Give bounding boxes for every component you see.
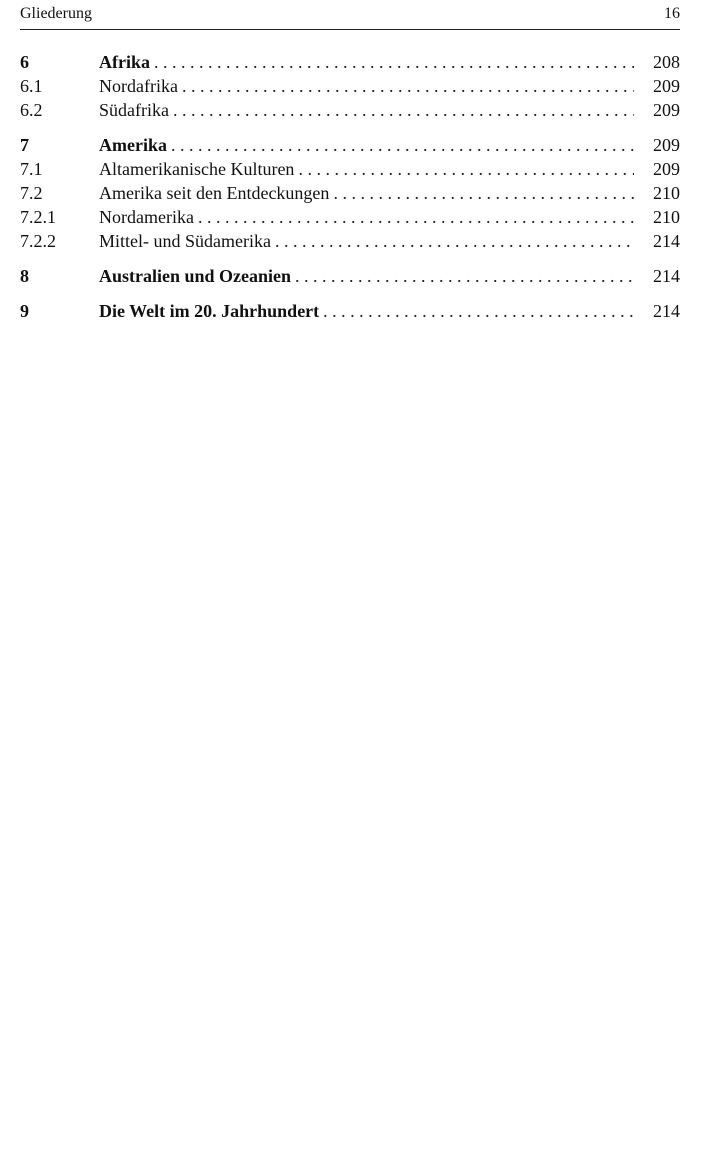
toc-entry-page: 214 bbox=[653, 301, 680, 321]
toc-entry-number: 9 bbox=[20, 301, 29, 321]
dot-leader bbox=[198, 205, 634, 229]
toc-entry-title: Altamerikanische Kulturen bbox=[99, 159, 295, 179]
dot-leader bbox=[171, 133, 634, 157]
toc-entry-6-1 bbox=[20, 74, 680, 98]
toc-entry-title: Mittel- und Südamerika bbox=[99, 231, 271, 251]
dot-leader bbox=[154, 50, 634, 74]
document-page bbox=[20, 0, 680, 323]
dot-leader bbox=[298, 157, 634, 181]
toc-entry-number: 6.2 bbox=[20, 100, 43, 120]
toc-entry-number: 7.2 bbox=[20, 183, 43, 203]
dot-leader bbox=[182, 74, 634, 98]
toc-entry-title-line bbox=[99, 50, 634, 74]
toc-entry-7-1 bbox=[20, 157, 680, 181]
toc-entry-page: 214 bbox=[653, 266, 680, 286]
toc-entry-title-line bbox=[99, 74, 634, 98]
toc-entry-title-line bbox=[99, 299, 634, 323]
toc-entry-9 bbox=[20, 299, 680, 323]
dot-leader bbox=[333, 181, 634, 205]
toc-entry-title-line bbox=[99, 98, 634, 122]
toc-entry-7 bbox=[20, 133, 680, 157]
table-of-contents bbox=[20, 50, 680, 323]
toc-entry-title: Amerika bbox=[99, 135, 167, 155]
toc-entry-number: 8 bbox=[20, 266, 29, 286]
toc-entry-title: Nordafrika bbox=[99, 76, 178, 96]
toc-entry-page: 208 bbox=[653, 52, 680, 72]
toc-entry-title-line bbox=[99, 133, 634, 157]
running-header bbox=[20, 0, 680, 30]
header-page-number: 16 bbox=[664, 5, 680, 22]
toc-entry-title-line bbox=[99, 264, 634, 288]
toc-entry-title: Südafrika bbox=[99, 100, 169, 120]
toc-entry-page: 210 bbox=[653, 207, 680, 227]
toc-entry-8 bbox=[20, 264, 680, 288]
toc-entry-6 bbox=[20, 50, 680, 74]
toc-entry-page: 209 bbox=[653, 135, 680, 155]
toc-entry-title-line bbox=[99, 229, 634, 253]
toc-entry-title: Nordamerika bbox=[99, 207, 194, 227]
toc-entry-title: Australien und Ozeanien bbox=[99, 266, 292, 286]
toc-entry-title-line bbox=[99, 157, 634, 181]
toc-entry-number: 7 bbox=[20, 135, 29, 155]
toc-entry-number: 7.1 bbox=[20, 159, 43, 179]
dot-leader bbox=[275, 229, 634, 253]
toc-entry-title: Afrika bbox=[99, 52, 150, 72]
dot-leader bbox=[295, 264, 634, 288]
toc-entry-number: 6.1 bbox=[20, 76, 43, 96]
toc-entry-number: 6 bbox=[20, 52, 29, 72]
toc-entry-7-2-1 bbox=[20, 205, 680, 229]
toc-entry-page: 214 bbox=[653, 231, 680, 251]
toc-entry-title-line bbox=[99, 181, 634, 205]
toc-entry-page: 209 bbox=[653, 159, 680, 179]
header-title: Gliederung bbox=[20, 5, 92, 22]
toc-entry-title: Die Welt im 20. Jahrhundert bbox=[99, 301, 320, 321]
toc-entry-number: 7.2.1 bbox=[20, 207, 56, 227]
toc-entry-page: 209 bbox=[653, 100, 680, 120]
dot-leader bbox=[173, 98, 634, 122]
toc-entry-7-2 bbox=[20, 181, 680, 205]
toc-entry-7-2-2 bbox=[20, 229, 680, 253]
toc-entry-page: 210 bbox=[653, 183, 680, 203]
toc-entry-page: 209 bbox=[653, 76, 680, 96]
dot-leader bbox=[323, 299, 634, 323]
toc-entry-6-2 bbox=[20, 98, 680, 122]
toc-entry-title-line bbox=[99, 205, 634, 229]
toc-entry-number: 7.2.2 bbox=[20, 231, 56, 251]
toc-entry-title: Amerika seit den Entdeckungen bbox=[99, 183, 330, 203]
